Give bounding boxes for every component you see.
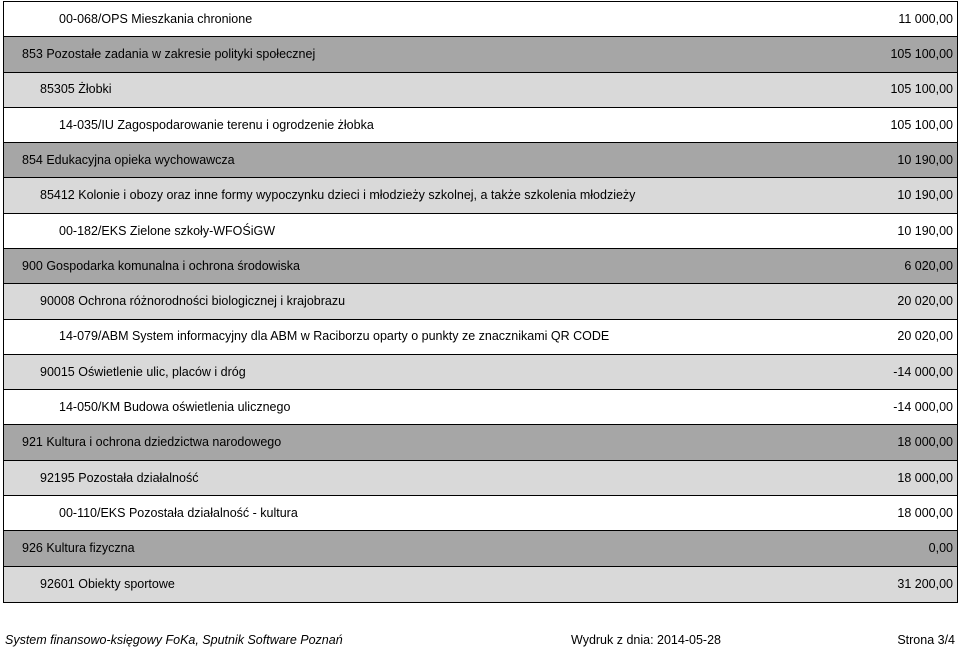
row-classification-name: 90008 Ochrona różnorodności biologicznej i krajobrazu	[40, 294, 346, 309]
row-classification-name: 14-079/ABM System informacyjny dla ABM w Raciborzu oparty o punkty ze znacznikami QR CODE	[59, 329, 610, 344]
table-row	[4, 496, 957, 531]
row-classification-name: 14-035/IU Zagospodarowanie terenu i ogrodzenie żłobka	[59, 117, 374, 132]
row-classification-name: 854 Edukacyjna opieka wychowawcza	[22, 153, 235, 168]
table-row	[4, 284, 957, 319]
row-amount: 10 190,00	[897, 153, 953, 168]
row-amount: 105 100,00	[890, 117, 953, 132]
row-amount: 0,00	[928, 541, 953, 556]
table-row	[4, 73, 957, 108]
row-amount: 18 000,00	[897, 470, 953, 485]
row-amount: 20 020,00	[897, 294, 953, 309]
table-row	[4, 249, 957, 284]
table-row	[4, 320, 957, 355]
page-footer	[5, 632, 955, 648]
table-row	[4, 567, 957, 602]
table-row	[4, 108, 957, 143]
footer-print-date: Wydruk z dnia: 2014-05-28	[571, 633, 721, 647]
table-row	[4, 37, 957, 72]
table-row	[4, 178, 957, 213]
footer-system-name: System finansowo-księgowy FoKa, Sputnik Software Poznań	[5, 633, 343, 647]
row-classification-name: 85412 Kolonie i obozy oraz inne formy wypoczynku dzieci i młodzieży szkolnej, a także szkolenia młodzieży	[40, 188, 636, 203]
row-amount: -14 000,00	[893, 364, 953, 379]
row-classification-name: 85305 Żłobki	[40, 82, 112, 97]
row-classification-name: 00-068/OPS Mieszkania chronione	[59, 11, 253, 26]
table-row	[4, 461, 957, 496]
table-row	[4, 531, 957, 566]
budget-table	[3, 1, 958, 603]
row-amount: 105 100,00	[890, 47, 953, 62]
row-amount: 18 000,00	[897, 505, 953, 520]
row-classification-name: 853 Pozostałe zadania w zakresie polityki społecznej	[22, 47, 316, 62]
row-classification-name: 926 Kultura fizyczna	[22, 541, 135, 556]
table-row	[4, 355, 957, 390]
row-amount: 10 190,00	[897, 223, 953, 238]
table-row	[4, 143, 957, 178]
row-amount: 20 020,00	[897, 329, 953, 344]
table-row	[4, 2, 957, 37]
row-amount: 10 190,00	[897, 188, 953, 203]
row-classification-name: 92601 Obiekty sportowe	[40, 576, 175, 591]
row-classification-name: 900 Gospodarka komunalna i ochrona środowiska	[22, 258, 300, 273]
row-amount: 6 020,00	[904, 258, 953, 273]
row-classification-name: 00-182/EKS Zielone szkoły-WFOŚiGW	[59, 223, 276, 238]
table-row	[4, 425, 957, 460]
row-classification-name: 14-050/KM Budowa oświetlenia ulicznego	[59, 399, 291, 414]
row-classification-name: 921 Kultura i ochrona dziedzictwa narodowego	[22, 435, 282, 450]
table-row	[4, 390, 957, 425]
row-amount: 18 000,00	[897, 435, 953, 450]
row-amount: 11 000,00	[898, 11, 953, 26]
row-classification-name: 90015 Oświetlenie ulic, placów i dróg	[40, 364, 246, 379]
row-amount: 105 100,00	[890, 82, 953, 97]
row-amount: 31 200,00	[897, 576, 953, 591]
table-row	[4, 214, 957, 249]
row-amount: -14 000,00	[893, 399, 953, 414]
row-classification-name: 92195 Pozostała działalność	[40, 470, 199, 485]
footer-page-number: Strona 3/4	[897, 633, 955, 647]
row-classification-name: 00-110/EKS Pozostała działalność - kultura	[59, 505, 298, 520]
